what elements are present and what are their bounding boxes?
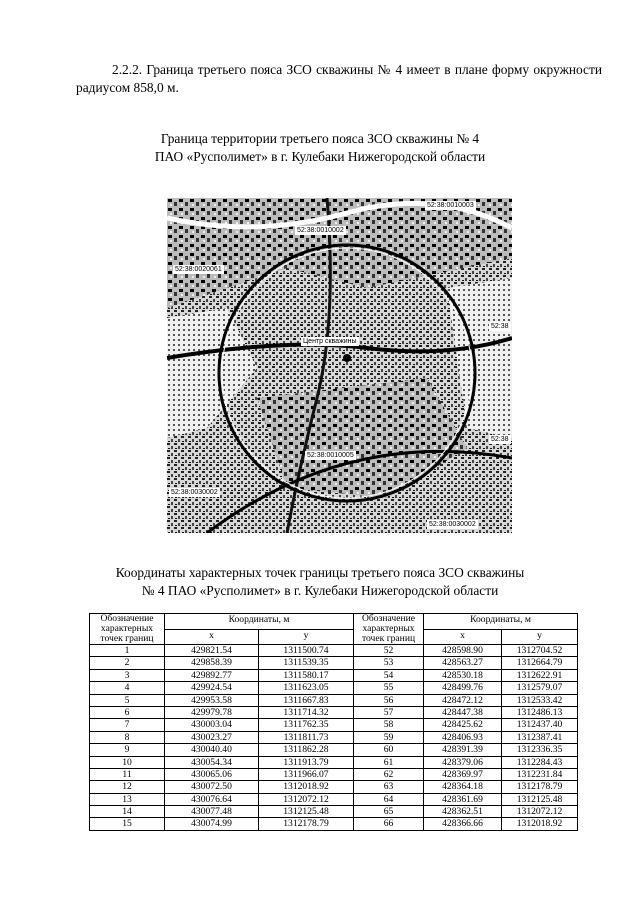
y-value-cell: 1312336.35 xyxy=(502,744,578,756)
point-number-cell: 1 xyxy=(90,645,165,657)
y-value-cell: 1312387.41 xyxy=(502,731,578,743)
table-row xyxy=(90,719,578,731)
y-value-cell: 1312664.79 xyxy=(502,657,578,669)
point-number-cell: 12 xyxy=(90,781,165,793)
point-number-cell: 62 xyxy=(354,768,424,780)
y-value-cell: 1312125.48 xyxy=(259,806,354,818)
point-number-cell: 3 xyxy=(90,669,165,681)
x-value-cell: 430076.64 xyxy=(165,793,259,805)
x-value-cell: 430077.48 xyxy=(165,806,259,818)
table-row xyxy=(90,706,578,718)
y-value-cell: 1312072.12 xyxy=(502,806,578,818)
map-label-bottom-left: 52:38:0030002 xyxy=(171,489,218,496)
table-row xyxy=(90,694,578,706)
point-number-cell: 4 xyxy=(90,682,165,694)
y-value-cell: 1311500.74 xyxy=(259,645,354,657)
table-row xyxy=(90,768,578,780)
x-value-cell: 430040.40 xyxy=(165,744,259,756)
x-value-cell: 428369.97 xyxy=(424,768,502,780)
point-number-cell: 55 xyxy=(354,682,424,694)
point-number-cell: 57 xyxy=(354,706,424,718)
y-value-cell: 1312231.84 xyxy=(502,768,578,780)
x-value-cell: 428447.38 xyxy=(424,706,502,718)
map-label-right-top: 52:38 xyxy=(491,323,509,330)
table-row xyxy=(90,657,578,669)
x-value-cell: 428362.51 xyxy=(424,806,502,818)
y-value-cell: 1312178.79 xyxy=(259,818,354,830)
x-value-cell: 429953.58 xyxy=(165,694,259,706)
y-value-cell: 1311539.35 xyxy=(259,657,354,669)
x-value-cell: 430074.99 xyxy=(165,818,259,830)
x-value-cell: 428563.27 xyxy=(424,657,502,669)
coordinates-table xyxy=(89,613,578,831)
coords-header-left: Координаты, м xyxy=(165,614,354,630)
x-value-cell: 430023.27 xyxy=(165,731,259,743)
point-number-cell: 63 xyxy=(354,781,424,793)
point-header-left: Обозначение характерных точек границ xyxy=(90,614,165,645)
point-number-cell: 6 xyxy=(90,706,165,718)
point-number-cell: 11 xyxy=(90,768,165,780)
table-row xyxy=(90,744,578,756)
map-title xyxy=(0,130,640,166)
x-value-cell: 429979.78 xyxy=(165,706,259,718)
well-center-point xyxy=(343,354,351,362)
y-value-cell: 1311811.73 xyxy=(259,731,354,743)
point-number-cell: 15 xyxy=(90,818,165,830)
y-value-cell: 1312072.12 xyxy=(259,793,354,805)
x-value-cell: 428366.66 xyxy=(424,818,502,830)
point-number-cell: 65 xyxy=(354,806,424,818)
point-number-cell: 52 xyxy=(354,645,424,657)
map-label-top-center: 52:38:0010002 xyxy=(297,227,344,234)
map-image xyxy=(167,198,512,533)
y-value-cell: 1311966.07 xyxy=(259,768,354,780)
y-value-cell: 1311714.32 xyxy=(259,706,354,718)
map-label-right-bottom: 52:38 xyxy=(491,436,509,443)
point-number-cell: 8 xyxy=(90,731,165,743)
map-label-lower-center: 52:38:0010005 xyxy=(307,452,354,459)
coordinates-title xyxy=(0,564,640,600)
coordinates-title-line-2: № 4 ПАО «Русполимет» в г. Кулебаки Нижегородской области xyxy=(141,583,499,598)
point-number-cell: 56 xyxy=(354,694,424,706)
y-value-cell: 1312486.13 xyxy=(502,706,578,718)
point-number-cell: 7 xyxy=(90,719,165,731)
x-value-cell: 428361.69 xyxy=(424,793,502,805)
point-number-cell: 9 xyxy=(90,744,165,756)
y-value-cell: 1312284.43 xyxy=(502,756,578,768)
y-value-cell: 1311580.17 xyxy=(259,669,354,681)
table-row xyxy=(90,818,578,830)
map-title-line-1: Граница территории третьего пояса ЗСО скважины № 4 xyxy=(160,131,480,146)
table-row xyxy=(90,781,578,793)
point-number-cell: 64 xyxy=(354,793,424,805)
point-number-cell: 54 xyxy=(354,669,424,681)
y-value-cell: 1311762.35 xyxy=(259,719,354,731)
x-value-cell: 428499.76 xyxy=(424,682,502,694)
aerial-map-drawing xyxy=(167,198,512,533)
point-header-right: Обозначение характерных точек границ xyxy=(354,614,424,645)
point-number-cell: 59 xyxy=(354,731,424,743)
y-value-cell: 1312018.92 xyxy=(502,818,578,830)
y-value-cell: 1311623.05 xyxy=(259,682,354,694)
x-header-right: x xyxy=(424,629,502,645)
y-value-cell: 1312178.79 xyxy=(502,781,578,793)
x-value-cell: 428530.18 xyxy=(424,669,502,681)
y-value-cell: 1311667.83 xyxy=(259,694,354,706)
map-label-top-right: 52:38:0010003 xyxy=(427,202,474,209)
table-row xyxy=(90,669,578,681)
point-number-cell: 60 xyxy=(354,744,424,756)
x-value-cell: 430065.06 xyxy=(165,768,259,780)
x-value-cell: 430072.50 xyxy=(165,781,259,793)
table-row xyxy=(90,756,578,768)
y-value-cell: 1312533.42 xyxy=(502,694,578,706)
map-title-line-2: ПАО «Русполимет» в г. Кулебаки Нижегородской области xyxy=(154,149,486,164)
y-value-cell: 1312579.07 xyxy=(502,682,578,694)
point-number-cell: 13 xyxy=(90,793,165,805)
x-value-cell: 430054.34 xyxy=(165,756,259,768)
point-number-cell: 58 xyxy=(354,719,424,731)
x-value-cell: 428364.18 xyxy=(424,781,502,793)
x-value-cell: 430003.04 xyxy=(165,719,259,731)
y-value-cell: 1311913.79 xyxy=(259,756,354,768)
table-row xyxy=(90,645,578,657)
table-row xyxy=(90,682,578,694)
section-paragraph xyxy=(76,61,602,97)
y-header-right: y xyxy=(502,629,578,645)
x-value-cell: 429924.54 xyxy=(165,682,259,694)
point-number-cell: 14 xyxy=(90,806,165,818)
x-value-cell: 429821.54 xyxy=(165,645,259,657)
y-value-cell: 1312437.40 xyxy=(502,719,578,731)
x-value-cell: 428425.62 xyxy=(424,719,502,731)
x-value-cell: 429892.77 xyxy=(165,669,259,681)
y-value-cell: 1312622.91 xyxy=(502,669,578,681)
point-number-cell: 61 xyxy=(354,756,424,768)
coords-header-right: Координаты, м xyxy=(424,614,578,630)
y-value-cell: 1312018.92 xyxy=(259,781,354,793)
table-body xyxy=(90,645,578,831)
map-label-well-center: Центр скважины xyxy=(303,338,357,345)
x-value-cell: 428598.90 xyxy=(424,645,502,657)
point-number-cell: 2 xyxy=(90,657,165,669)
coordinates-title-line-1: Координаты характерных точек границы третьего пояса ЗСО скважины xyxy=(115,565,525,580)
x-value-cell: 428472.12 xyxy=(424,694,502,706)
map-label-left: 52:38:0020061 xyxy=(175,266,222,273)
point-number-cell: 53 xyxy=(354,657,424,669)
x-value-cell: 428379.06 xyxy=(424,756,502,768)
table-header-row xyxy=(90,614,578,630)
y-header-left: y xyxy=(259,629,354,645)
x-value-cell: 428391.39 xyxy=(424,744,502,756)
y-value-cell: 1312125.48 xyxy=(502,793,578,805)
point-number-cell: 5 xyxy=(90,694,165,706)
x-value-cell: 428406.93 xyxy=(424,731,502,743)
x-value-cell: 429858.39 xyxy=(165,657,259,669)
point-number-cell: 66 xyxy=(354,818,424,830)
paragraph-text: 2.2.2. Граница третьего пояса ЗСО скважины № 4 имеет в плане форму окружности радиусом 858,0 м. xyxy=(76,62,602,95)
table-row xyxy=(90,806,578,818)
table-row xyxy=(90,793,578,805)
y-value-cell: 1312704.52 xyxy=(502,645,578,657)
point-number-cell: 10 xyxy=(90,756,165,768)
x-header-left: x xyxy=(165,629,259,645)
y-value-cell: 1311862.28 xyxy=(259,744,354,756)
map-label-bottom-right: 52:38:0030002 xyxy=(429,521,476,528)
table-row xyxy=(90,731,578,743)
